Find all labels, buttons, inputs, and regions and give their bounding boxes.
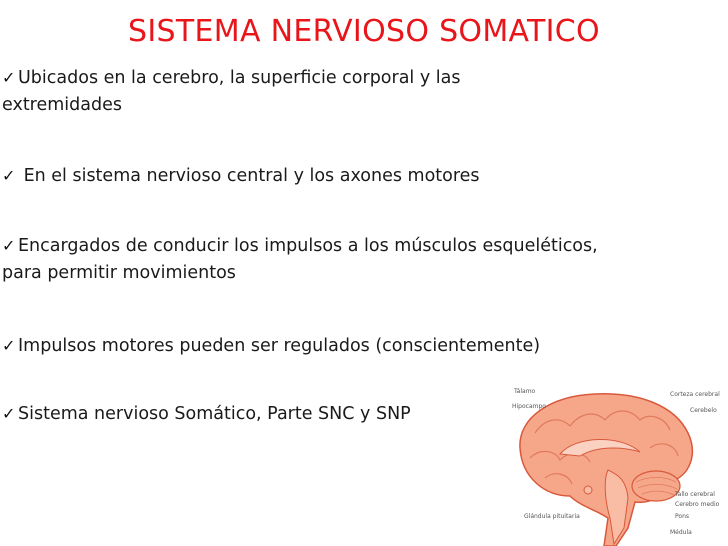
checkmark-icon: ✓ [2,166,16,185]
slide-title: SISTEMA NERVIOSO SOMATICO [128,14,600,49]
brain-illustration [500,378,728,546]
label-hipocampo: Hipocampo [512,403,546,410]
label-tallo: Tallo cerebral [675,491,715,498]
label-pons: Pons [675,513,690,520]
checkmark-icon: ✓ [2,404,16,423]
checkmark-icon: ✓ [2,68,16,87]
bullet-text: Ubicados en la cerebro, la superficie corporal y las extremidades [2,68,461,115]
bullet-text: Impulsos motores pueden ser regulados (conscientemente) [18,336,541,356]
label-cerebelo: Cerebelo [690,407,717,414]
bullet-text: Sistema nervioso Somático, Parte SNC y SNP [18,404,411,424]
bullet-item [2,162,622,190]
label-talamo: Tálamo [514,388,536,395]
bullet-item [2,64,562,119]
bullet-text: Encargados de conducir los impulsos a los músculos esqueléticos, para permitir movimientos [2,236,598,283]
pituitary-gland [584,486,592,494]
brain-shape [520,394,692,546]
bullet-item [2,400,502,428]
label-corteza: Corteza cerebral [670,391,720,398]
bullet-item [2,332,642,360]
bullet-text: En el sistema nervioso central y los axones motores [18,166,480,186]
label-medula: Médula [670,529,692,536]
label-glandula: Glándula pituitaria [524,513,580,520]
checkmark-icon: ✓ [2,236,16,255]
bullet-item [2,232,602,287]
checkmark-icon: ✓ [2,336,16,355]
label-cerebro-medio: Cerebro medio [675,501,720,508]
cerebellum [632,471,680,501]
